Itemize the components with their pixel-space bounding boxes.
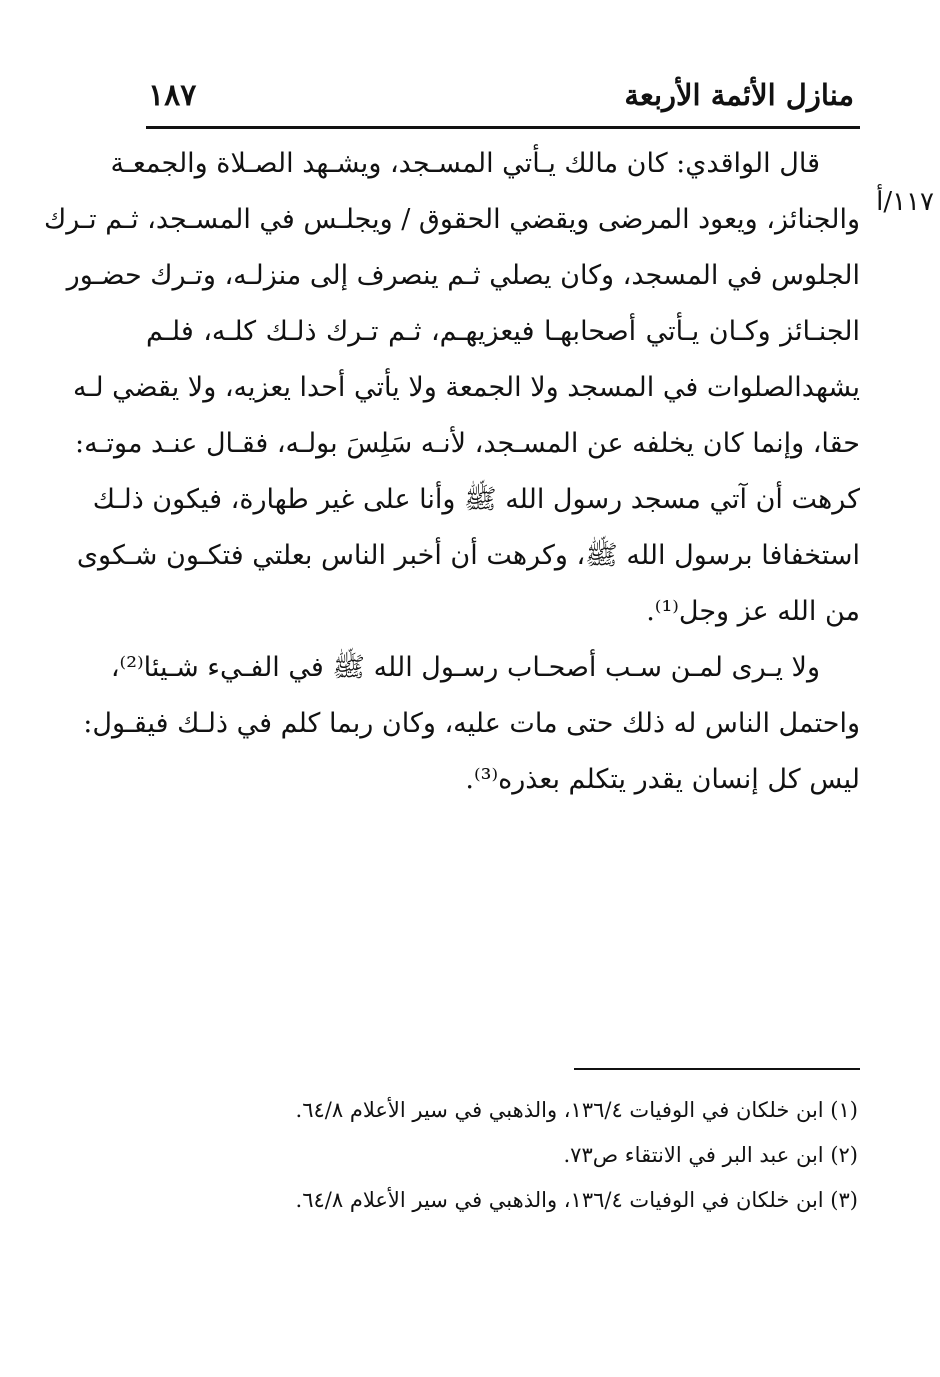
footnotes (296, 1088, 858, 1223)
text-line: ليس كل إنسان يقدر يتكلم بعذره⁽³⁾. (465, 764, 860, 795)
footnote-item: (٣) ابن خلكان في الوفيات ١٣٦/٤، والذهبي في سير الأعلام ٦٤/٨. (295, 1188, 858, 1212)
header-rule (146, 126, 860, 129)
footnote-separator (574, 1068, 860, 1070)
main-text (44, 136, 860, 808)
text-line: من الله عز وجل⁽¹⁾. (646, 596, 860, 627)
text-line: كرهت أن آتي مسجد رسول الله ﷺ وأنا على غير طهارة، فيكون ذلـك (92, 484, 860, 515)
text-line: ولا يـرى لمـن سـب أصحـاب رسـول الله ﷺ في الفـيء شـيئا⁽²⁾، (110, 652, 820, 683)
text-line: واحتمل الناس له ذلك حتى مات عليه، وكان ربما كلم في ذلـك فيقـول: (83, 708, 860, 739)
text-line: والجنائز، ويعود المرضى ويقضي الحقوق / ويجلـس في المسـجد، ثـم تـرك (44, 204, 860, 235)
text-line: حقا، وإنما كان يخلفه عن المسـجد، لأنـه سَلِسَ بولـه، فقـال عنـد موتـه: (75, 428, 860, 459)
footnote-item: (١) ابن خلكان في الوفيات ١٣٦/٤، والذهبي في سير الأعلام ٦٤/٨. (295, 1098, 858, 1122)
manuscript-folio-note: ١١٧/أ (876, 187, 934, 217)
text-line: استخفافا برسول الله ﷺ، وكرهت أن أخبر الناس بعلتي فتكـون شـكوى (76, 540, 860, 571)
page-number: ١٨٧ (148, 78, 197, 113)
text-line: الجلوس في المسجد، وكان يصلي ثـم ينصرف إلى منزلـه، وتـرك حضـور (66, 260, 860, 291)
running-header-title: منازل الأئمة الأربعة (624, 78, 854, 112)
text-line: قال الواقدي: كان مالك يـأتي المسـجد، ويشـهد الصـلاة والجمعـة (110, 148, 820, 179)
footnote-item: (٢) ابن عبد البر في الانتقاء ص٧٣. (563, 1143, 858, 1167)
text-line: الجنـائز وكـان يـأتي أصحابهـا فيعزيهـم، ثـم تـرك ذلـك كلـه، فلـم (146, 316, 860, 347)
text-line: يشهدالصلوات في المسجد ولا الجمعة ولا يأتي أحدا يعزيه، ولا يقضي لـه (72, 372, 860, 403)
